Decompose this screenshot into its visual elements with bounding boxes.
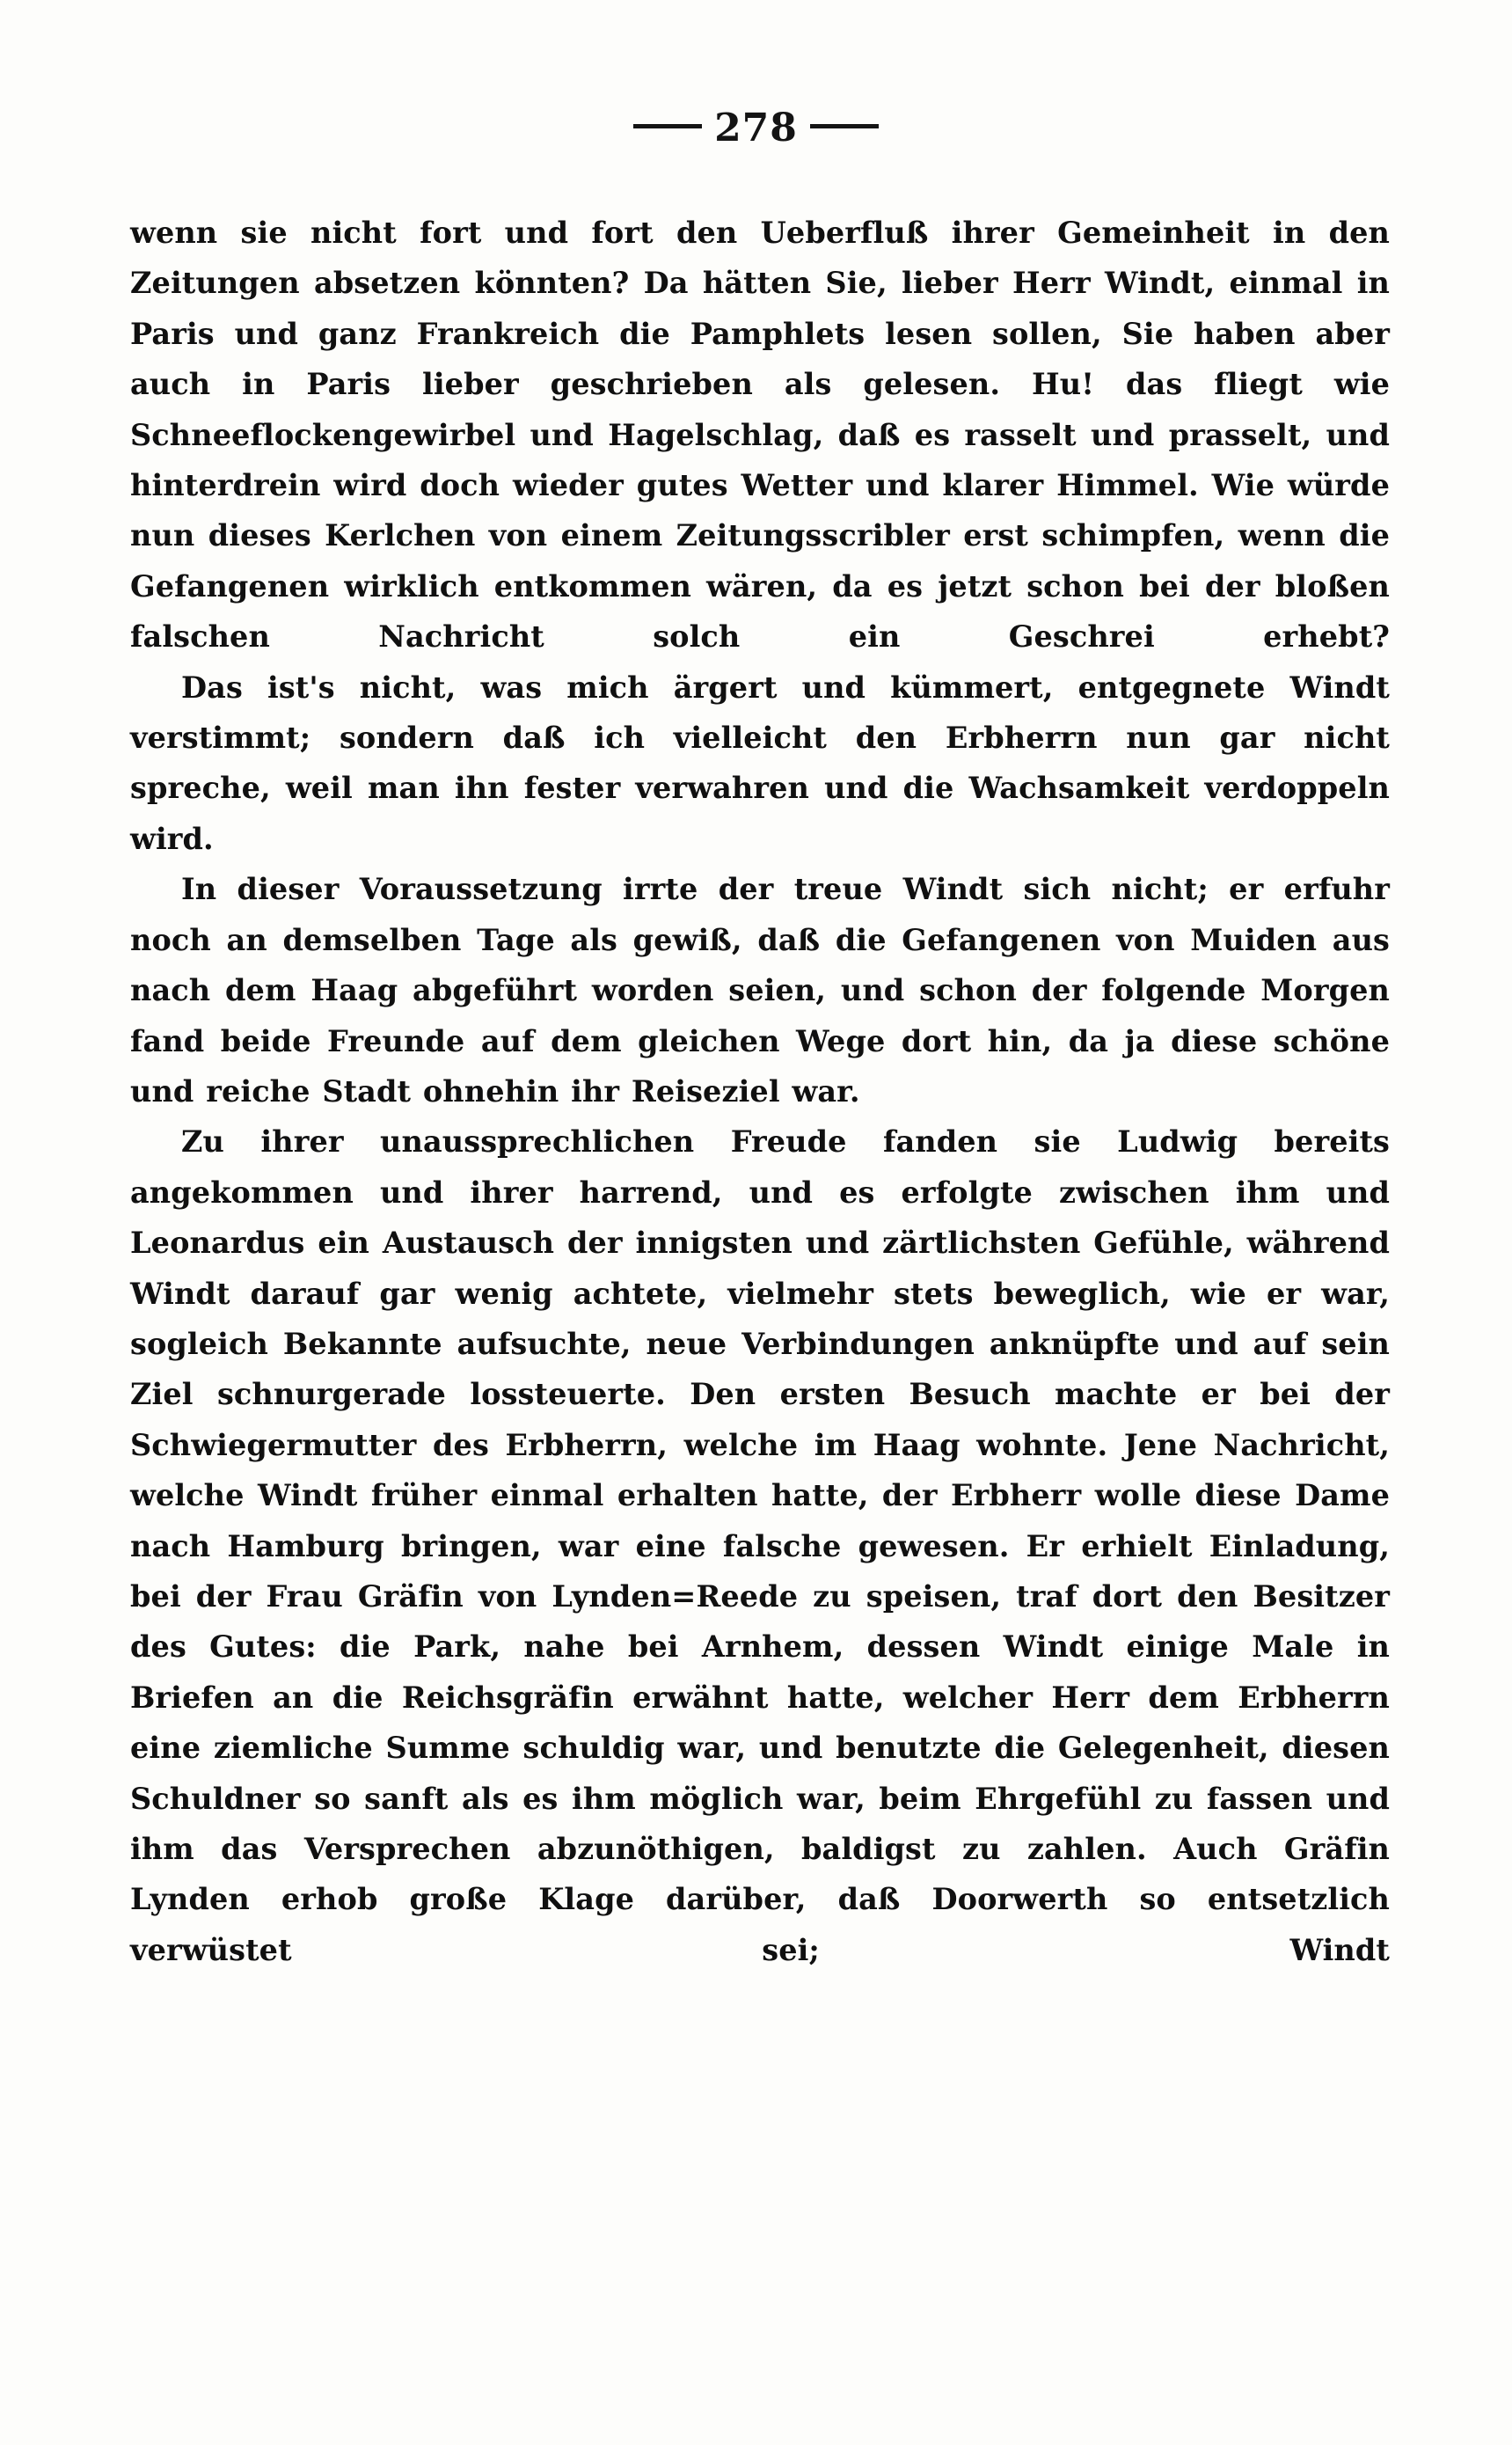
paragraph: wenn sie nicht fort und fort den Ueberfluß ihrer Gemeinheit in den Zeitungen absetzen könnten? Da hätten Sie, lieber Herr Windt, einmal in Paris und ganz Frankreich die Pamphlets lesen sollen, Sie haben aber auch in Paris lieber geschrieben als gelesen. Hu! das fliegt wie Schneeflockengewirbel und Hagelschlag, daß es rasselt und prasselt, und hinterdrein wird doch wieder gutes Wetter und klarer Himmel. Wie würde nun dieses Kerlchen von einem Zeitungsscribler erst schimpfen, wenn die Gefangenen wirklich entkommen wären, da es jetzt schon bei der bloßen falschen Nachricht solch ein Geschrei erhebt? [130,216,1390,655]
page-header [0,106,1512,150]
paragraph: In dieser Voraussetzung irrte der treue Windt sich nicht; er erfuhr noch an demselben Tage als gewiß, daß die Gefangenen von Muiden aus nach dem Haag abgeführt worden seien, und schon der folgende Morgen fand beide Freunde auf dem gleichen Wege dort hin, da ja diese schöne und reiche Stadt ohnehin ihr Reiseziel war. [130,872,1390,1109]
paragraph: Zu ihrer unaussprechlichen Freude fanden sie Ludwig bereits angekommen und ihrer harrend, und es erfolgte zwischen ihm und Leonardus ein Austausch der innigsten und zärtlichsten Gefühle, während Windt darauf gar wenig achtete, vielmehr stets beweglich, wie er war, sogleich Bekannte aufsuchte, neue Verbindungen anknüpfte und auf sein Ziel schnurgerade lossteuerte. Den ersten Besuch machte er bei der Schwiegermutter des Erbherrn, welche im Haag wohnte. Jene Nachricht, welche Windt früher einmal erhalten hatte, der Erbherr wolle diese Dame nach Hamburg bringen, war eine falsche gewesen. Er erhielt Einladung, bei der Frau Gräfin von Lynden=Reede zu speisen, traf dort den Besitzer des Gutes: die Park, nahe bei Arnhem, dessen Windt einige Male in Briefen an die Reichsgräfin erwähnt hatte, welcher Herr dem Erbherrn eine ziemliche Summe schuldig war, und benutzte die Gelegenheit, diesen Schuldner so sanft als es ihm möglich war, beim Ehrgefühl zu fassen und ihm das Versprechen abzunöthigen, baldigst zu zahlen. Auch Gräfin Lynden erhob große Klage darüber, daß Doorwerth so entsetzlich verwüstet sei; Windt [130,1124,1390,1967]
page-number: 278 [714,106,798,150]
header-rule-left [633,124,702,128]
page-body [130,208,1390,1975]
header-rule-right [810,124,879,128]
paragraph: Das ist's nicht, was mich ärgert und kümmert, entgegnete Windt verstimmt; sondern daß ich vielleicht den Erbherrn nun gar nicht spreche, weil man ihn fester verwahren und die Wachsamkeit verdoppeln wird. [130,670,1390,856]
